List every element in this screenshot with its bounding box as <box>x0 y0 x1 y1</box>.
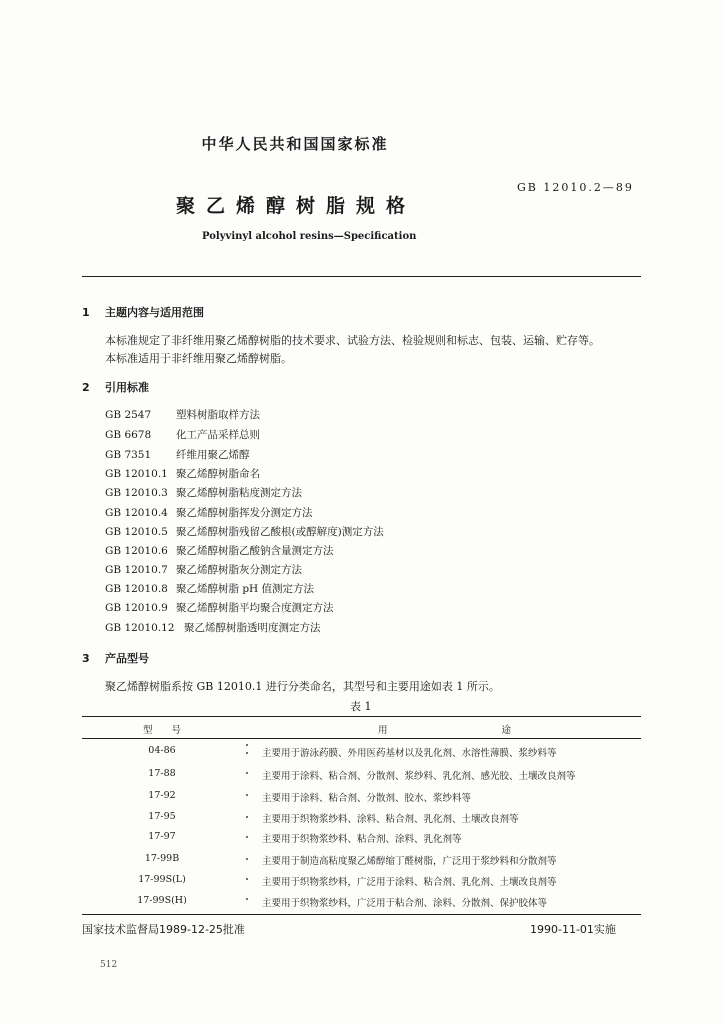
section-2-heading <box>82 379 149 395</box>
reference-item <box>105 466 260 481</box>
effective-date: 1990-11-01实施 <box>530 923 616 936</box>
reference-title: 化工产品采样总则 <box>176 429 260 441</box>
reference-title: 聚乙烯醇树脂残留乙酸根(或醇解度)测定方法 <box>176 526 384 538</box>
column-separator-dot <box>246 752 248 754</box>
reference-title: 聚乙烯醇树脂 pH 值测定方法 <box>176 583 315 595</box>
reference-code: GB 12010.4 <box>105 507 168 519</box>
reference-item <box>105 427 260 442</box>
table-cell-model: 17-92 <box>148 790 176 801</box>
reference-item <box>105 485 302 500</box>
section-title: 主题内容与适用范围 <box>104 306 204 319</box>
reference-title: 聚乙烯醇树脂平均聚合度测定方法 <box>176 602 334 614</box>
column-separator-dot <box>246 772 248 774</box>
header-rule <box>82 276 641 277</box>
table-cell-model: 17-99B <box>144 853 180 864</box>
table-cell-model: 17-99S(L) <box>138 874 186 885</box>
column-separator-dot <box>246 878 248 880</box>
section-number: 3 <box>82 652 90 665</box>
reference-title: 纤维用聚乙烯醇 <box>176 449 250 461</box>
reference-code: GB 12010.6 <box>105 545 168 557</box>
standard-code: GB 12010.2—89 <box>517 181 634 194</box>
paragraph: 本标准适用于非纤维用聚乙烯醇树脂。 <box>105 352 292 365</box>
reference-code: GB 6678 <box>105 429 152 441</box>
table-cell-model: 17-99S(H) <box>137 895 187 906</box>
page-number: 512 <box>100 960 118 970</box>
table-top-rule <box>82 716 641 717</box>
reference-title: 聚乙烯醇树脂乙酸钠含量测定方法 <box>176 545 334 557</box>
reference-code: GB 12010.7 <box>105 564 168 576</box>
column-separator-dot <box>246 744 248 746</box>
reference-title: 聚乙烯醇树脂灰分测定方法 <box>176 564 302 576</box>
table-cell-usage: 主要用于涂料、粘合剂、分散剂、胶水、浆纱料等 <box>262 793 472 804</box>
reference-code: GB 2547 <box>105 409 152 421</box>
reference-item <box>105 447 250 462</box>
reference-item <box>105 600 334 615</box>
issuing-authority: 中华人民共和国国家标准 <box>201 135 389 153</box>
reference-code: GB 12010.12 <box>105 622 175 634</box>
reference-item <box>105 620 321 635</box>
table-header-rule <box>82 738 641 739</box>
reference-code: GB 12010.1 <box>105 468 168 480</box>
reference-item <box>105 543 334 558</box>
section-number: 2 <box>82 381 90 394</box>
table-cell-usage: 主要用于游泳药膜、外用医药基材以及乳化剂、水溶性薄膜、浆纱料等 <box>262 748 557 759</box>
table-header-usage: 用 途 <box>377 725 511 736</box>
approval-note: 国家技术监督局1989-12-25批准 <box>82 923 245 936</box>
column-separator-dot <box>246 898 248 900</box>
reference-title: 聚乙烯醇树脂粘度测定方法 <box>176 487 302 499</box>
section-number: 1 <box>82 306 90 319</box>
table-header-model: 型 号 <box>142 725 181 736</box>
section-title: 引用标准 <box>104 381 149 394</box>
paragraph: 本标准规定了非纤维用聚乙烯醇树脂的技术要求、试验方法、检验规则和标志、包装、运输、贮存等。 <box>105 334 600 347</box>
reference-item <box>105 407 260 422</box>
reference-code: GB 7351 <box>105 449 152 461</box>
reference-title: 聚乙烯醇树脂命名 <box>176 468 260 480</box>
reference-item <box>105 524 384 539</box>
column-separator-dot <box>246 794 248 796</box>
table-cell-model: 17-95 <box>148 811 176 822</box>
reference-title: 聚乙烯醇树脂透明度测定方法 <box>184 622 321 634</box>
reference-item <box>105 562 302 577</box>
column-separator-dot <box>246 816 248 818</box>
table-cell-usage: 主要用于织物浆纱料、粘合剂、涂料、乳化剂等 <box>262 834 462 845</box>
section-title: 产品型号 <box>104 652 149 665</box>
table-cell-usage: 主要用于涂料、粘合剂、分散剂、浆纱料、乳化剂、感光胶、土壤改良剂等 <box>262 771 576 782</box>
table-cell-model: 17-88 <box>148 768 176 779</box>
title-english: Polyvinyl alcohol resins—Specification <box>202 231 417 242</box>
title-chinese: 聚乙烯醇树脂规格 <box>176 195 417 217</box>
table-cell-model: 17-97 <box>148 831 176 842</box>
section-1-heading <box>82 304 204 320</box>
column-separator-dot <box>246 858 248 860</box>
table-bottom-rule <box>82 914 641 915</box>
reference-title: 塑料树脂取样方法 <box>176 409 260 421</box>
table-cell-usage: 主要用于制造高粘度聚乙烯醇缩丁醛树脂，广泛用于浆纱料和分散剂等 <box>262 856 557 867</box>
table-cell-usage: 主要用于织物浆纱料、涂料、粘合剂、乳化剂、土壤改良剂等 <box>262 814 519 825</box>
table-cell-usage: 主要用于织物浆纱料，广泛用于粘合剂、涂料、分散剂、保护胶体等 <box>262 898 548 909</box>
section-3-heading <box>82 650 149 666</box>
reference-item <box>105 505 313 520</box>
table-cell-model: 04-86 <box>148 745 176 756</box>
reference-code: GB 12010.9 <box>105 602 168 614</box>
paragraph: 聚乙烯醇树脂系按 GB 12010.1 进行分类命名，其型号和主要用途如表 1 所示。 <box>105 680 500 693</box>
table-cell-usage: 主要用于织物浆纱料，广泛用于涂料、粘合剂、乳化剂、土壤改良剂等 <box>262 877 557 888</box>
table-caption: 表 1 <box>350 700 372 713</box>
reference-title: 聚乙烯醇树脂挥发分测定方法 <box>176 507 313 519</box>
reference-item <box>105 581 314 596</box>
reference-code: GB 12010.3 <box>105 487 168 499</box>
column-separator-dot <box>246 836 248 838</box>
reference-code: GB 12010.5 <box>105 526 168 538</box>
reference-code: GB 12010.8 <box>105 583 168 595</box>
